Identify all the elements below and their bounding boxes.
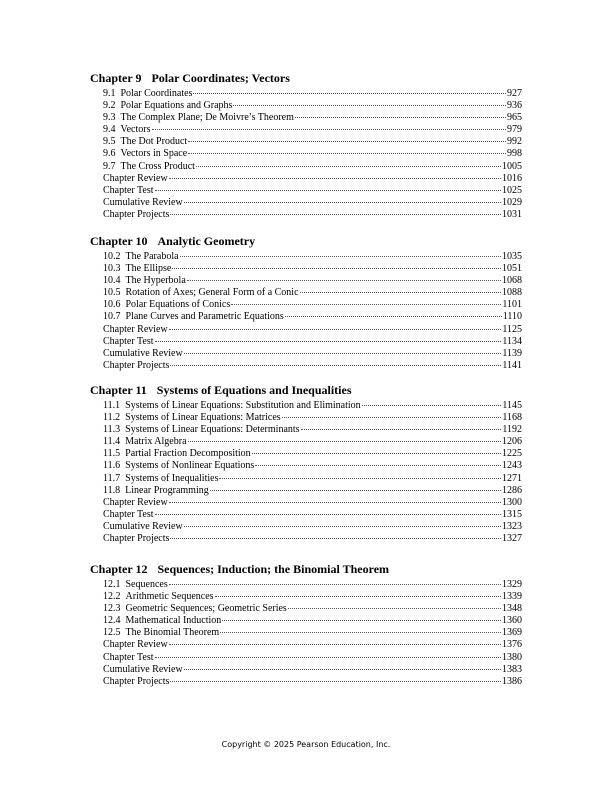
page-number: 927: [507, 88, 522, 99]
dot-leader: [155, 190, 502, 191]
page-number: 1125: [502, 323, 522, 335]
section-title: Rotation of Axes; General Form of a Conic: [125, 287, 299, 299]
section-number: 10.6: [103, 299, 121, 311]
toc-section-entry: [90, 112, 522, 124]
page-number: 1369: [502, 627, 522, 639]
section-number: 11.7: [103, 472, 121, 484]
section-number: 10.7: [103, 311, 121, 323]
section-title: Chapter Projects: [103, 533, 170, 545]
page-number: 936: [507, 100, 522, 112]
toc-section-entry: [90, 448, 522, 460]
toc-chapter-extra-entry: [90, 348, 522, 360]
dot-leader: [155, 657, 502, 658]
page-number: 1271: [502, 472, 522, 484]
section-title: Chapter Test: [103, 184, 154, 196]
toc-section-entry: [90, 436, 522, 448]
page-number: 1376: [502, 639, 522, 651]
dot-leader: [193, 93, 506, 94]
toc-chapter-extra-entry: [90, 533, 522, 545]
dot-leader: [233, 105, 506, 106]
chapter-title: Sequences; Induction; the Binomial Theorem: [157, 562, 390, 576]
page-number: 1225: [502, 448, 522, 460]
toc-chapter-extra-entry: [90, 521, 522, 533]
dot-leader: [184, 669, 501, 670]
section-number: 10.4: [103, 275, 121, 287]
section-title: The Binomial Theorem: [125, 627, 220, 639]
section-number: 9.1: [103, 88, 116, 99]
dot-leader: [169, 644, 501, 645]
dot-leader: [188, 153, 506, 154]
dot-leader: [184, 202, 501, 203]
copyright-footer: Copyright © 2025 Pearson Education, Inc.: [221, 740, 391, 749]
chapter-entries: [90, 400, 522, 545]
toc-section-entry: [90, 627, 522, 639]
dot-leader: [282, 417, 502, 418]
dot-leader: [301, 429, 502, 430]
toc-section-entry: [90, 424, 522, 436]
section-title: Mathematical Induction: [125, 615, 222, 627]
section-title: Linear Programming: [125, 484, 209, 496]
dot-leader: [295, 117, 506, 118]
toc-section-entry: [90, 124, 522, 136]
section-title: Systems of Linear Equations: Matrices: [125, 412, 281, 424]
chapter-block: [90, 233, 522, 372]
section-title: The Parabola: [125, 251, 179, 262]
page-number: 979: [507, 124, 522, 136]
toc-chapter-extra-entry: [90, 639, 522, 651]
page-number: 1005: [502, 160, 522, 172]
section-title: Geometric Sequences; Geometric Series: [125, 603, 287, 615]
dot-leader: [187, 280, 501, 281]
dot-leader: [152, 129, 507, 130]
section-title: The Dot Product: [120, 136, 188, 148]
section-title: Cumulative Review: [103, 196, 183, 208]
toc-chapter-extra-entry: [90, 676, 522, 688]
chapter-title: Polar Coordinates; Vectors: [151, 71, 290, 85]
section-title: Polar Equations and Graphs: [120, 100, 233, 112]
dot-leader: [188, 141, 506, 142]
page-number: 1360: [502, 615, 522, 627]
section-title: Systems of Linear Equations: Determinants: [125, 424, 300, 436]
chapter-title: Systems of Equations and Inequalities: [156, 383, 352, 397]
dot-leader: [196, 166, 501, 167]
toc-section-entry: [90, 311, 522, 323]
section-title: Chapter Review: [103, 323, 168, 335]
section-title: The Cross Product: [120, 160, 195, 172]
section-number: 9.6: [103, 148, 116, 160]
section-title: Chapter Review: [103, 496, 168, 508]
dot-leader: [219, 478, 501, 479]
dot-leader: [184, 353, 502, 354]
page-number: 1141: [502, 359, 522, 371]
section-title: Systems of Inequalities: [125, 472, 219, 484]
section-number: 12.2: [103, 591, 121, 603]
page-number: 1286: [502, 484, 522, 496]
page-number: 1031: [502, 208, 522, 220]
dot-leader: [288, 608, 501, 609]
page-number: 1339: [502, 591, 522, 603]
dot-leader: [155, 341, 502, 342]
section-number: 10.2: [103, 251, 121, 262]
dot-leader: [184, 526, 501, 527]
toc-section-entry: [90, 251, 522, 263]
section-number: 11.1: [103, 400, 121, 411]
dot-leader: [362, 405, 502, 406]
toc-section-entry: [90, 460, 522, 472]
page-number: 1386: [502, 675, 522, 687]
toc-section-entry: [90, 136, 522, 148]
section-title: The Complex Plane; De Moivre’s Theorem: [120, 112, 294, 124]
page-number: 1380: [502, 651, 522, 663]
section-title: Chapter Test: [103, 508, 154, 520]
toc-chapter-extra-entry: [90, 652, 522, 664]
section-number: 12.1: [103, 579, 121, 590]
section-number: 11.3: [103, 424, 121, 436]
dot-leader: [188, 441, 501, 442]
toc-section-entry: [90, 473, 522, 485]
section-number: 12.4: [103, 615, 121, 627]
dot-leader: [210, 490, 501, 491]
section-number: 9.3: [103, 112, 116, 124]
toc-section-entry: [90, 263, 522, 275]
page-number: 992: [507, 136, 522, 148]
page-number: 1051: [502, 263, 522, 275]
page-number: 1243: [502, 460, 522, 472]
section-title: Cumulative Review: [103, 663, 183, 675]
page-number: 1068: [502, 275, 522, 287]
dot-leader: [170, 538, 501, 539]
section-title: Matrix Algebra: [125, 436, 187, 448]
dot-leader: [169, 584, 501, 585]
chapter-entries: [90, 579, 522, 688]
dot-leader: [169, 178, 501, 179]
page-number: 1101: [502, 299, 522, 311]
dot-leader: [252, 453, 501, 454]
page-number: 1016: [502, 172, 522, 184]
dot-leader: [155, 514, 502, 515]
toc-section-entry: [90, 299, 522, 311]
toc-section-entry: [90, 603, 522, 615]
chapter-heading: [90, 561, 522, 577]
dot-leader: [170, 681, 501, 682]
toc-section-entry: [90, 161, 522, 173]
dot-leader: [300, 292, 501, 293]
section-title: The Ellipse: [125, 263, 172, 275]
page-number: 1110: [502, 311, 522, 323]
chapter-title: Analytic Geometry: [157, 234, 256, 248]
section-title: Polar Equations of Conics: [125, 299, 231, 311]
toc-section-entry: [90, 412, 522, 424]
toc-section-entry: [90, 485, 522, 497]
dot-leader: [180, 256, 501, 257]
dot-leader: [255, 465, 501, 466]
section-title: Chapter Test: [103, 335, 154, 347]
section-title: The Hyperbola: [125, 275, 186, 287]
section-title: Chapter Review: [103, 172, 168, 184]
chapter-block: [90, 70, 522, 221]
chapter-number: Chapter 9: [90, 71, 142, 85]
section-number: 9.7: [103, 160, 116, 172]
chapter-heading: [90, 70, 522, 86]
toc-chapter-extra-entry: [90, 664, 522, 676]
section-number: 11.2: [103, 412, 121, 424]
section-title: Vectors in Space: [120, 148, 188, 160]
page-number: 1315: [502, 508, 522, 520]
toc-chapter-extra-entry: [90, 197, 522, 209]
dot-leader: [169, 502, 501, 503]
section-number: 11.4: [103, 436, 121, 448]
toc-chapter-extra-entry: [90, 497, 522, 509]
chapter-heading: [90, 233, 522, 249]
toc-section-entry: [90, 100, 522, 112]
page-number: 1348: [502, 603, 522, 615]
dot-leader: [220, 632, 501, 633]
dot-leader: [169, 329, 502, 330]
dot-leader: [231, 304, 501, 305]
page-number: 1329: [502, 579, 522, 590]
section-title: Cumulative Review: [103, 520, 183, 532]
toc-section-entry: [90, 88, 522, 100]
toc-section-entry: [90, 615, 522, 627]
chapter-block: [90, 382, 522, 545]
toc-chapter-extra-entry: [90, 173, 522, 185]
section-title: Plane Curves and Parametric Equations: [125, 311, 284, 323]
page-number: 1327: [502, 533, 522, 545]
section-title: Chapter Test: [103, 651, 154, 663]
page-number: 1168: [502, 412, 522, 424]
section-title: Cumulative Review: [103, 347, 183, 359]
dot-leader: [222, 620, 501, 621]
page-number: 1139: [502, 347, 522, 359]
page-number: 1323: [502, 520, 522, 532]
section-number: 10.3: [103, 263, 121, 275]
chapter-entries: [90, 88, 522, 221]
page-number: 998: [507, 148, 522, 160]
chapter-heading: [90, 382, 522, 398]
toc-section-entry: [90, 579, 522, 591]
section-number: 12.5: [103, 627, 121, 639]
section-number: 10.5: [103, 287, 121, 299]
section-title: Polar Coordinates: [120, 88, 193, 99]
dot-leader: [285, 316, 502, 317]
toc-section-entry: [90, 400, 522, 412]
chapter-block: [90, 561, 522, 688]
section-number: 11.8: [103, 484, 121, 496]
chapter-number: Chapter 10: [90, 234, 148, 248]
section-number: 9.5: [103, 136, 116, 148]
section-title: Chapter Review: [103, 639, 168, 651]
page-number: 1206: [502, 436, 522, 448]
section-title: Chapter Projects: [103, 359, 170, 371]
toc-chapter-extra-entry: [90, 509, 522, 521]
page-number: 1300: [502, 496, 522, 508]
toc-section-entry: [90, 275, 522, 287]
section-number: 11.6: [103, 460, 121, 472]
page-number: 1025: [502, 184, 522, 196]
section-title: Systems of Nonlinear Equations: [125, 460, 255, 472]
section-number: 9.2: [103, 100, 116, 112]
toc-chapter-extra-entry: [90, 185, 522, 197]
page-number: 1134: [502, 335, 522, 347]
page-number: 1145: [502, 400, 522, 411]
section-title: Vectors: [120, 124, 151, 136]
chapter-entries: [90, 251, 522, 372]
section-title: Arithmetic Sequences: [125, 591, 214, 603]
section-title: Systems of Linear Equations: Substitution and Elimination: [125, 400, 361, 411]
section-title: Chapter Projects: [103, 208, 170, 220]
chapter-number: Chapter 12: [90, 562, 148, 576]
dot-leader: [172, 268, 501, 269]
section-number: 11.5: [103, 448, 121, 460]
toc-section-entry: [90, 591, 522, 603]
page-number: 965: [507, 112, 522, 124]
toc-section-entry: [90, 287, 522, 299]
page-number: 1029: [502, 196, 522, 208]
section-title: Sequences: [125, 579, 168, 590]
section-number: 12.3: [103, 603, 121, 615]
dot-leader: [170, 214, 501, 215]
page-number: 1088: [502, 287, 522, 299]
section-title: Partial Fraction Decomposition: [125, 448, 251, 460]
chapter-number: Chapter 11: [90, 383, 147, 397]
page-number: 1192: [502, 424, 522, 436]
page-number: 1035: [502, 251, 522, 262]
toc-section-entry: [90, 148, 522, 160]
section-title: Chapter Projects: [103, 675, 170, 687]
toc-chapter-extra-entry: [90, 360, 522, 372]
page-number: 1383: [502, 663, 522, 675]
section-number: 9.4: [103, 124, 116, 136]
dot-leader: [215, 596, 501, 597]
toc-chapter-extra-entry: [90, 209, 522, 221]
toc-chapter-extra-entry: [90, 324, 522, 336]
toc-chapter-extra-entry: [90, 336, 522, 348]
dot-leader: [170, 365, 501, 366]
